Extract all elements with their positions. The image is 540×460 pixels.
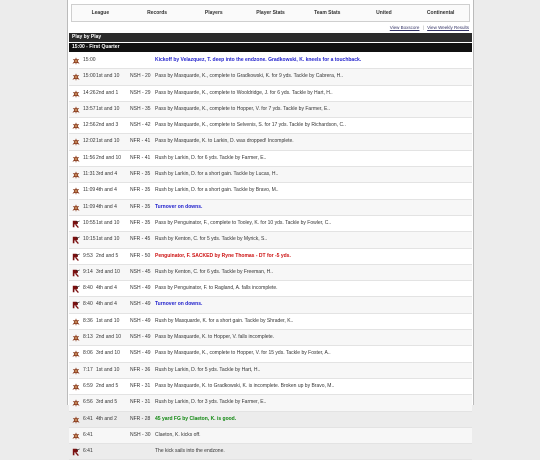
play-time: 11:09 xyxy=(83,187,96,194)
team-logo-icon-nsh xyxy=(72,350,80,358)
nav-item-united[interactable]: United xyxy=(376,10,392,16)
link-separator: | xyxy=(422,25,424,30)
play-description: Pass by Penguinator, F., complete to Tooley, K. for 10 yds. Tackle by Fowler, C.. xyxy=(155,219,332,226)
top-nav xyxy=(71,4,470,22)
nav-item-records[interactable]: Records xyxy=(147,10,168,16)
down-and-distance: 4th and 4 xyxy=(96,285,117,292)
play-time: 8:40 xyxy=(83,301,93,308)
team-logo-icon-nsh xyxy=(72,416,80,424)
ball-spot: NSH - 20 xyxy=(130,73,151,80)
ball-spot: NFR - 45 xyxy=(130,236,151,243)
ball-spot: NFR - 36 xyxy=(130,366,151,373)
play-time: 6:41 xyxy=(83,448,93,455)
team-logo-icon-nsh xyxy=(72,122,80,130)
nav-item-player-stats[interactable]: Player Stats xyxy=(256,10,285,16)
down-and-distance: 1st and 10 xyxy=(96,317,120,324)
play-time: 6:41 xyxy=(83,415,93,422)
nav-item-players[interactable]: Players xyxy=(204,10,223,16)
down-and-distance: 2nd and 10 xyxy=(96,154,122,161)
ball-spot: NSH - 30 xyxy=(130,431,151,438)
down-and-distance: 2nd and 5 xyxy=(96,252,119,259)
results-links xyxy=(390,25,469,30)
down-and-distance: 3rd and 4 xyxy=(96,171,118,178)
play-description: Rush by Larkin, D. for a short gain. Tackle by Lucas, H.. xyxy=(155,171,279,178)
play-row xyxy=(69,363,472,379)
play-time: 10:55 xyxy=(83,219,96,226)
down-and-distance: 1st and 10 xyxy=(96,236,120,243)
play-description: Rush by Larkin, D. for a short gain. Tackle by Bravo, M.. xyxy=(155,187,279,194)
play-row xyxy=(69,330,472,346)
team-logo-icon-nsh xyxy=(72,90,80,98)
play-description: Rush by Larkin, D. for 5 yds. Tackle by Hart, H.. xyxy=(155,366,261,373)
team-logo-icon-nsh xyxy=(72,106,80,114)
play-description: Pass by Penguinator, F. to Ragland, A. falls incomplete. xyxy=(155,285,278,292)
ball-spot: NSH - 49 xyxy=(130,301,151,308)
down-and-distance: 4th and 4 xyxy=(96,187,117,194)
play-time: 12:02 xyxy=(83,138,96,145)
play-by-play-header: Play by Play xyxy=(69,33,472,42)
nav-item-team-stats[interactable]: Team Stats xyxy=(314,10,341,16)
play-description: Pass by Masquarde, K. to Larkin, D. was dropped! Incomplete. xyxy=(155,138,294,145)
ball-spot: NSH - 49 xyxy=(130,285,151,292)
down-and-distance: 2nd and 3 xyxy=(96,122,119,129)
team-logo-icon-nsh xyxy=(72,204,80,212)
play-description: Rush by Masquarde, K. for a short gain. Tackle by Shrader, K.. xyxy=(155,317,294,324)
play-description: Rush by Larkin, D. for 3 yds. Tackle by Farmer, E.. xyxy=(155,399,267,406)
down-and-distance: 4th and 4 xyxy=(96,203,117,210)
play-time: 8:13 xyxy=(83,334,93,341)
ball-spot: NFR - 31 xyxy=(130,382,151,389)
ball-spot: NFR - 41 xyxy=(130,138,151,145)
play-time: 9:53 xyxy=(83,252,93,259)
play-row xyxy=(69,118,472,134)
nav-item-continental[interactable]: Continental xyxy=(426,10,455,16)
play-row xyxy=(69,281,472,297)
down-and-distance: 2nd and 1 xyxy=(96,89,119,96)
team-logo-icon-nsh xyxy=(72,187,80,195)
team-logo-icon-nfr xyxy=(72,301,80,309)
play-description: Rush by Kenton, C. for 5 yds. Tackle by Myrick, S.. xyxy=(155,236,268,243)
down-and-distance: 4th and 4 xyxy=(96,301,117,308)
play-row xyxy=(69,428,472,444)
view-weekly-results-link[interactable]: View Weekly Results xyxy=(427,25,469,30)
play-time: 15:00 xyxy=(83,57,96,63)
team-logo-icon-nfr xyxy=(72,269,80,277)
play-description: Turnover on downs. xyxy=(155,203,203,210)
ball-spot: NSH - 49 xyxy=(130,317,151,324)
team-logo-icon-nsh xyxy=(72,334,80,342)
play-time: 8:06 xyxy=(83,350,93,357)
play-row xyxy=(69,151,472,167)
ball-spot: NSH - 49 xyxy=(130,334,151,341)
play-row xyxy=(69,265,472,281)
play-time: 11:56 xyxy=(83,154,96,161)
play-time: 7:17 xyxy=(83,366,93,373)
play-description: Pass by Masquarde, K. to Hopper, V. falls incomplete. xyxy=(155,334,275,341)
ball-spot: NFR - 31 xyxy=(130,399,151,406)
play-row xyxy=(69,297,472,313)
play-description: Turnover on downs. xyxy=(155,301,203,308)
play-description: Pass by Masquarde, K., complete to Wooldridge, J. for 6 yds. Tackle by Hart, H.. xyxy=(155,89,333,96)
page-frame xyxy=(67,0,474,455)
view-boxscore-link[interactable]: View Boxscore xyxy=(389,25,420,30)
team-logo-icon-nsh xyxy=(72,383,80,391)
play-row xyxy=(69,395,472,411)
down-and-distance: 1st and 10 xyxy=(96,366,120,373)
down-and-distance: 2nd and 10 xyxy=(96,334,122,341)
play-row xyxy=(69,200,472,216)
down-and-distance: 3rd and 10 xyxy=(96,350,120,357)
team-logo-icon-nfr xyxy=(72,448,80,456)
team-logo-icon-nfr xyxy=(72,285,80,293)
play-description: Kickoff by Velazquez, T. deep into the endzone. Gradkowski, K. kneels for a touchback. xyxy=(155,57,362,63)
team-logo-icon-nsh xyxy=(72,432,80,440)
play-time: 12:56 xyxy=(83,122,96,129)
play-row xyxy=(69,69,472,85)
play-description: Rush by Larkin, D. for 6 yds. Tackle by Farmer, E.. xyxy=(155,154,267,161)
play-time: 6:59 xyxy=(83,382,93,389)
team-logo-icon-nfr xyxy=(72,253,80,261)
play-row xyxy=(69,314,472,330)
ball-spot: NFR - 28 xyxy=(130,415,151,422)
ball-spot: NFR - 41 xyxy=(130,154,151,161)
play-time: 14:26 xyxy=(83,89,96,96)
team-logo-icon-nfr xyxy=(72,220,80,228)
ball-spot: NSH - 29 xyxy=(130,89,151,96)
ball-spot: NFR - 35 xyxy=(130,171,151,178)
play-row xyxy=(69,379,472,395)
play-row xyxy=(69,134,472,150)
play-description: Pass by Masquarde, K., complete to Hopper, V. for 15 yds. Tackle by Foster, A.. xyxy=(155,350,331,357)
play-description: Claeton, K. kicks off. xyxy=(155,431,201,438)
play-description: Pass by Masquarde, K., complete to Selvenis, S. for 17 yds. Tackle by Richardson, C.. xyxy=(155,122,346,129)
ball-spot: NSH - 35 xyxy=(130,105,151,112)
ball-spot: NSH - 49 xyxy=(130,350,151,357)
play-row xyxy=(69,232,472,248)
ball-spot: NSH - 45 xyxy=(130,268,151,275)
down-and-distance: 1st and 10 xyxy=(96,105,120,112)
play-row xyxy=(69,183,472,199)
play-time: 6:41 xyxy=(83,431,93,438)
play-row xyxy=(69,86,472,102)
ball-spot: NSH - 42 xyxy=(130,122,151,129)
team-logo-icon-nsh xyxy=(72,57,80,65)
team-logo-icon-nsh xyxy=(72,367,80,375)
play-row xyxy=(69,346,472,362)
play-description: Penguinator, F. SACKED by Ryne Thomas - DT for -5 yds. xyxy=(155,252,291,259)
play-description: Pass by Masquarde, K. to Gradkowski, K. is incomplete. Broken up by Bravo, M.. xyxy=(155,382,335,389)
team-logo-icon-nsh xyxy=(72,73,80,81)
play-description: Rush by Kenton, C. for 6 yds. Tackle by Freeman, H.. xyxy=(155,268,274,275)
play-time: 15:00 xyxy=(83,73,96,80)
team-logo-icon-nsh xyxy=(72,155,80,163)
ball-spot: NFR - 35 xyxy=(130,219,151,226)
play-row xyxy=(69,444,472,460)
play-time: 8:36 xyxy=(83,317,93,324)
down-and-distance: 3rd and 10 xyxy=(96,268,120,275)
team-logo-icon-nsh xyxy=(72,318,80,326)
team-logo-icon-nsh xyxy=(72,399,80,407)
play-row xyxy=(69,249,472,265)
down-and-distance: 2nd and 5 xyxy=(96,382,119,389)
play-description: Pass by Masquarde, K., complete to Gradkowski, K. for 9 yds. Tackle by Cabrera, H.. xyxy=(155,73,344,80)
quarter-header: 15:00 - First Quarter xyxy=(69,43,472,52)
down-and-distance: 4th and 2 xyxy=(96,415,117,422)
nav-item-league[interactable]: League xyxy=(91,10,110,16)
play-time: 10:15 xyxy=(83,236,96,243)
team-logo-icon-nsh xyxy=(72,171,80,179)
play-time: 9:14 xyxy=(83,268,93,275)
ball-spot: NFR - 35 xyxy=(130,187,151,194)
play-description: 45 yard FG by Claeton, K. is good. xyxy=(155,415,237,422)
play-time: 6:56 xyxy=(83,399,93,406)
play-row xyxy=(69,412,472,428)
play-time: 11:31 xyxy=(83,171,96,178)
play-time: 11:09 xyxy=(83,203,96,210)
play-row xyxy=(69,53,472,69)
play-row xyxy=(69,167,472,183)
down-and-distance: 1st and 10 xyxy=(96,138,120,145)
ball-spot: NFR - 50 xyxy=(130,252,151,259)
down-and-distance: 1st and 10 xyxy=(96,73,120,80)
play-description: The kick sails into the endzone. xyxy=(155,448,225,455)
ball-spot: NFR - 35 xyxy=(130,203,151,210)
play-time: 13:57 xyxy=(83,105,96,112)
play-row xyxy=(69,216,472,232)
team-logo-icon-nfr xyxy=(72,236,80,244)
team-logo-icon-nsh xyxy=(72,138,80,146)
play-time: 8:40 xyxy=(83,285,93,292)
play-list xyxy=(69,53,472,460)
down-and-distance: 3rd and 5 xyxy=(96,399,118,406)
down-and-distance: 1st and 10 xyxy=(96,219,120,226)
play-row xyxy=(69,102,472,118)
play-description: Pass by Masquarde, K., complete to Hopper, V. for 7 yds. Tackle by Farmer, E.. xyxy=(155,105,331,112)
